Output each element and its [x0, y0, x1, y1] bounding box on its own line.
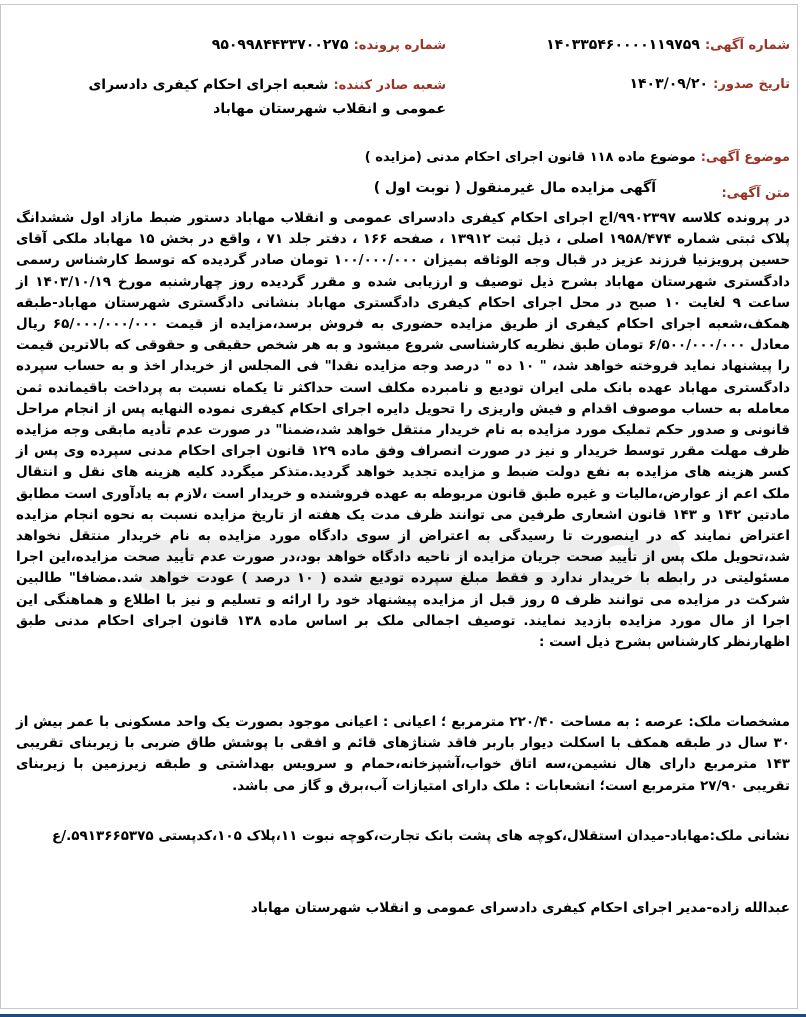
ad-number-label: شماره آگهی:	[704, 38, 790, 53]
text-label: متن آگهی:	[721, 186, 790, 201]
subject-row	[365, 146, 790, 165]
subject-value: موضوع ماده ۱۱۸ قانون اجرای احکام مدنی (مزایده )	[364, 150, 696, 165]
file-number-label: شماره پرونده:	[353, 38, 446, 53]
issue-date-label: تاریخ صدور:	[713, 77, 790, 92]
issuer-row	[86, 73, 446, 120]
signature: عبدالله زاده-مدیر اجرای احکام کیفری دادسرای عمومی و انقلاب شهرستان مهاباد	[250, 900, 790, 916]
issue-date-row	[629, 73, 790, 92]
issuer-label: شعبه صادر کننده:	[333, 78, 446, 93]
notice-title: آگهی مزایده مال غیرمنقول ( نوبت اول )	[373, 180, 656, 196]
property-address: نشانی ملک:مهاباد-میدان استقلال،کوچه های پشت بانک تجارت،کوچه نبوت ۱۱،پلاک ۱۰۵،کدپستی ۵۹۱۳۶۶۵۳۷۵./ع	[51, 828, 790, 844]
ad-number-value: ۱۴۰۳۳۵۴۶۰۰۰۰۱۱۹۷۵۹	[546, 37, 700, 53]
property-specs: مشخصات ملک: عرصه : به مساحت ۲۲۰/۴۰ مترمربع ؛ اعیانی : اعیانی موجود بصورت یک واحد مسکونی با عمر بیش از ۳۰ سال در طبقه همکف با اسکلت دیوار باربر فاقد شناژهای قائم و افقی با پوشش طاق ضربی با زیربنای تقریبی ۱۴۳ مترمربع دارای هال نشیمن،سه اتاق خواب،آشپزخانه،حمام و سرویس بهداشتی و طبقه زیرزمین با زیربنای تقریبی ۲۷/۹۰ مترمربع است؛ انشعابات : ملک دارای امتیازات آب،برق و گاز می باشد.	[16, 714, 791, 794]
issue-date-value: ۱۴۰۳/۰۹/۲۰	[629, 76, 709, 92]
file-number-value: ۹۵۰۹۹۸۴۴۳۳۷۰۰۲۷۵	[211, 37, 349, 53]
issuer-value: شعبه اجرای احکام کیفری دادسرای عمومی و انقلاب شهرستان مهاباد	[88, 77, 446, 117]
text-label-row	[721, 182, 790, 201]
notice-body: در پرونده کلاسه ۹۹۰۲۳۹۷/اج اجرای احکام کیفری دادسرای عمومی و انقلاب مهاباد دستور ضبط مازاد اول ششدانگ پلاک ثبتی شماره ۱۹۵۸/۴۷۴ اصلی ، ذیل ثبت ۱۳۹۱۲ ، صفحه ۱۶۶ ، دفتر جلد ۷۱ ، واقع در بخش ۱۵ مهاباد ملکی آقای حسین پرویزنیا فرزند عزیز در قبال وجه الوثاقه بمیزان ۱۰۰/۰۰۰/۰۰۰ تومان صادر گردیده که توسط کارشناس رسمی دادگستری شهرستان مهاباد بشرح ذیل توصیف و ارزیابی شده و مقرر گردیده روز چهارشنبه مورخ ۱۴۰۳/۱۰/۱۹ از ساعت ۹ لغایت ۱۰ صبح در محل اجرای احکام کیفری دادگستری مهاباد بنشانی دادگستری شهرستان مهاباد-طبقه همکف،شعبه اجرای احکام کیفری از طریق مزایده حضوری به فروش برسد،مزایده از قیمت ۶۵/۰۰۰/۰۰۰/۰۰۰ ریال معادل ۶/۵۰۰/۰۰۰/۰۰۰ تومان طبق نظریه کارشناسی شروع میشود و به هر شخص حقیقی و حقوقی که بالاترین قیمت را پیشنهاد نماید فروخته خواهد شد، " ۱۰ ده " درصد وجه مزایده نقدا" فی المجلس از خریدار اخذ و به حساب سپرده دادگستری مهاباد عهده بانک ملی ایران تودیع و نامبرده مکلف است حداکثر تا یکماه نسبت به پرداخت باقیمانده ثمن معامله به حساب موصوف اقدام و فیش واریزی را تحویل دایره اجرای احکام کیفری نموده النهایه پس از انجام مراحل قانونی و صدور حکم تملیک مورد مزایده به نام خریدار منتقل خواهد شد،ضمنا" در صورت عدم تأدیه مابقی وجه مزایده ظرف مهلت مقرر توسط خریدار و نیز در صورت انصراف وفق ماده ۱۲۹ قانون اجرای احکام مدنی سپرده وی پس از کسر هزینه های مزایده به نفع دولت ضبط و مزایده تجدید خواهد گردید.متذکر میگردد کلیه هزینه های نقل و انتقال ملک اعم از عوارض،مالیات و غیره طبق قانون مربوطه به عهده فروشنده و خریدار است ،لازم به یادآوری است مطابق مادتین ۱۴۲ و ۱۴۳ قانون اشعاری طرفین می توانند ظرف مدت یک هفته از تاریخ مزایده نسبت به نحوه انجام مزایده اعتراض نمایند که در اینصورت تا رسیدگی به اعتراض از سوی دادگاه مورد مزایده به نام خریدار منتقل نخواهد شد،تحویل ملک پس از تأیید صحت جریان مزایده از ناحیه دادگاه خواهد بود،در صورت عدم تأیید صحت مزایده،این اجرا مسئولیتی در رابطه با خریدار ندارد و فقط مبلغ سپرده تودیع شده ( ۱۰ درصد ) عودت خواهد شد.مضافا" طالبین شرکت در مزایده می توانند ظرف ۵ روز قبل از مزایده پیشنهاد خود را ارائه و تسلیم و نیز با اطلاع و هماهنگی این اجرا از مال مورد مزایده بازدید نمایند. توصیف اجمالی ملک بر اساس ماده ۱۳۸ قانون اجرای احکام مدنی طبق اظهارنظر کارشناس بشرح ذیل است :	[16, 210, 791, 651]
subject-label: موضوع آگهی:	[700, 150, 790, 165]
file-number-row	[212, 34, 446, 53]
ad-number-row	[546, 34, 790, 53]
